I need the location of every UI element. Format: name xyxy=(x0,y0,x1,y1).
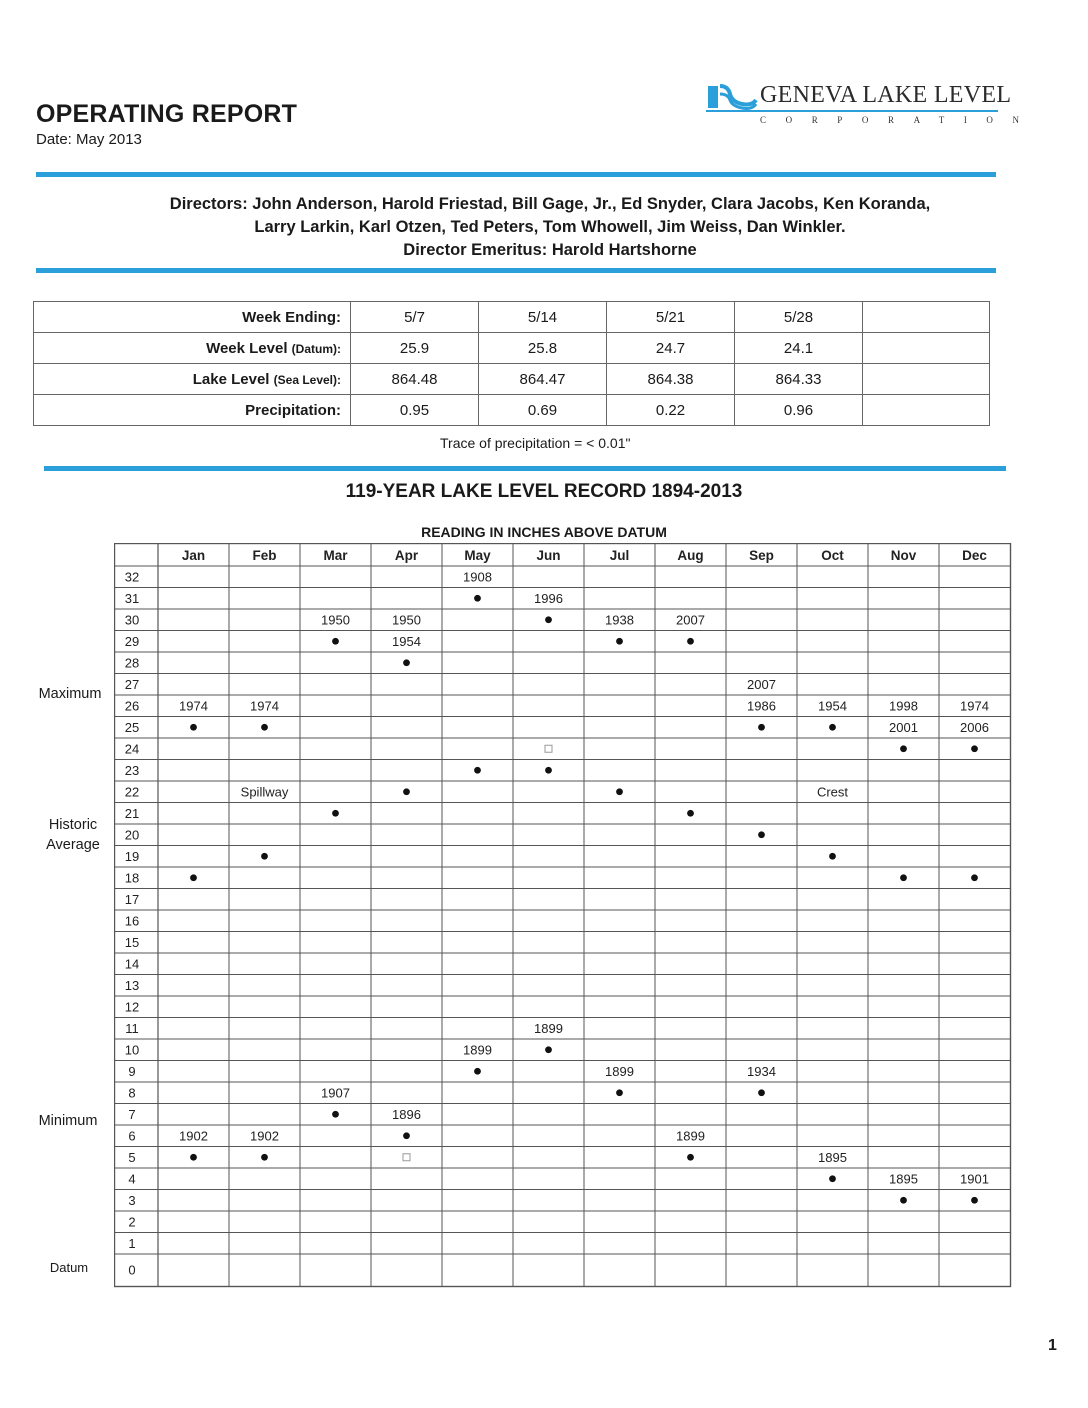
month-header: Dec xyxy=(962,548,987,563)
max-record-year: 2001 xyxy=(889,719,918,735)
max-record-dot xyxy=(616,638,623,645)
level-label: 9 xyxy=(128,1063,136,1079)
month-header: Sep xyxy=(749,548,774,563)
row-label: Week Level (Datum): xyxy=(34,333,351,364)
max-record-dot xyxy=(332,638,339,645)
max-record-dot xyxy=(758,724,765,731)
row-label: Week Ending: xyxy=(34,302,351,333)
min-record-dot xyxy=(758,1089,765,1096)
min-record-year: 1902 xyxy=(179,1128,208,1144)
max-record-year: 1950 xyxy=(392,612,421,628)
page-number: 1 xyxy=(1048,1337,1057,1354)
max-record-year: 1974 xyxy=(250,698,279,714)
level-label: 3 xyxy=(128,1192,136,1208)
logo-subtitle: CORPORATION xyxy=(760,115,1039,125)
level-label: 13 xyxy=(124,977,140,993)
max-record-year: 1954 xyxy=(392,633,421,649)
level-label: 21 xyxy=(124,805,140,821)
label-historic-average: Historic Average xyxy=(46,817,100,853)
directors-block xyxy=(120,193,980,262)
month-header: Jun xyxy=(536,548,561,563)
max-record-year: 1986 xyxy=(747,698,776,714)
level-label: 15 xyxy=(124,934,140,950)
min-record-dot xyxy=(261,1154,268,1161)
historic-average-dot xyxy=(545,767,552,774)
report-title: OPERATING REPORT xyxy=(36,100,298,128)
historic-average-dot xyxy=(261,853,268,860)
directors-line-1: Directors: John Anderson, Harold Friestad, Bill Gage, Jr., Ed Snyder, Clara Jacobs, Ken Koranda, xyxy=(169,195,931,213)
max-record-dot xyxy=(474,595,481,602)
table-cell: 864.48 xyxy=(351,364,479,395)
min-record-year: 1899 xyxy=(676,1128,705,1144)
level-label: 22 xyxy=(124,784,140,800)
max-record-dot xyxy=(971,745,978,752)
historic-average-dot xyxy=(474,767,481,774)
level-label: 25 xyxy=(124,719,140,735)
max-record-year: 1908 xyxy=(463,569,492,585)
month-header: Nov xyxy=(890,548,917,563)
min-record-year: 1934 xyxy=(747,1063,776,1079)
historic-average-dot xyxy=(616,788,623,795)
month-header: May xyxy=(464,548,491,563)
table-row xyxy=(34,333,990,364)
historic-average-dot xyxy=(687,810,694,817)
month-header: Jul xyxy=(609,548,630,563)
trace-note: Trace of precipitation = < 0.01" xyxy=(440,435,631,451)
directors-line-3: Director Emeritus: Harold Hartshorne xyxy=(403,241,697,259)
month-header: Aug xyxy=(677,548,704,563)
max-record-year: 1950 xyxy=(321,612,350,628)
level-label: 10 xyxy=(124,1042,140,1058)
table-row xyxy=(34,302,990,333)
month-header: Oct xyxy=(821,548,844,563)
record-title: 119-YEAR LAKE LEVEL RECORD 1894-2013 xyxy=(345,481,743,502)
table-cell: 0.96 xyxy=(735,395,863,426)
table-row xyxy=(34,395,990,426)
level-label: 6 xyxy=(128,1128,136,1144)
divider-bottom xyxy=(44,466,1006,471)
min-record-dot xyxy=(332,1111,339,1118)
min-record-dot xyxy=(474,1068,481,1075)
level-label: 1 xyxy=(128,1235,136,1251)
level-label: 17 xyxy=(124,891,140,907)
min-record-year: 1895 xyxy=(889,1171,918,1187)
max-record-dot xyxy=(687,638,694,645)
min-record-year: 1901 xyxy=(960,1171,989,1187)
month-header: Apr xyxy=(394,548,419,563)
max-record-year: 1954 xyxy=(818,698,847,714)
min-record-year: 1902 xyxy=(250,1128,279,1144)
table-cell: 0.69 xyxy=(479,395,607,426)
table-cell xyxy=(863,395,990,426)
historic-average-dot xyxy=(900,874,907,881)
max-record-year: 2007 xyxy=(747,676,776,692)
logo-name: GENEVA LAKE LEVEL xyxy=(760,82,1012,108)
min-record-dot xyxy=(687,1154,694,1161)
min-record-year: 1899 xyxy=(605,1063,634,1079)
table-cell xyxy=(863,333,990,364)
month-header: Jan xyxy=(181,548,206,563)
historic-average-dot xyxy=(403,788,410,795)
level-label: 0 xyxy=(128,1262,136,1278)
max-record-year: 1974 xyxy=(179,698,208,714)
max-record-dot xyxy=(829,724,836,731)
table-cell: 864.33 xyxy=(735,364,863,395)
crest-label: Crest xyxy=(816,784,849,800)
table-cell: 5/14 xyxy=(479,302,607,333)
level-label: 24 xyxy=(124,741,140,757)
max-record-year: 1998 xyxy=(889,698,918,714)
historic-average-dot xyxy=(971,874,978,881)
min-record-dot xyxy=(545,1046,552,1053)
min-record-year: 1896 xyxy=(392,1106,421,1122)
level-label: 8 xyxy=(128,1085,136,1101)
table-cell: 864.47 xyxy=(479,364,607,395)
lake-level-record-grid xyxy=(114,543,1014,1295)
level-label: 16 xyxy=(124,913,140,929)
table-cell: 25.8 xyxy=(479,333,607,364)
table-cell xyxy=(863,364,990,395)
min-record-dot xyxy=(190,1154,197,1161)
max-record-year: 1974 xyxy=(960,698,989,714)
level-label: 19 xyxy=(124,848,140,864)
historic-average-dot xyxy=(758,831,765,838)
level-label: 4 xyxy=(128,1171,136,1187)
spillway-label: Spillway xyxy=(240,784,289,800)
level-label: 14 xyxy=(124,956,140,972)
divider-middle xyxy=(36,268,996,273)
min-record-year: 1899 xyxy=(534,1020,563,1036)
table-cell: 5/21 xyxy=(607,302,735,333)
month-header: Mar xyxy=(323,548,348,563)
label-maximum: Maximum xyxy=(38,686,102,702)
min-record-year: 1895 xyxy=(818,1149,847,1165)
max-record-dot xyxy=(545,616,552,623)
min-record-dot xyxy=(829,1175,836,1182)
historic-average-dot xyxy=(829,853,836,860)
level-label: 29 xyxy=(124,633,140,649)
table-cell: 0.95 xyxy=(351,395,479,426)
directors-line-2: Larry Larkin, Karl Otzen, Ted Peters, Tom Whowell, Jim Weiss, Dan Winkler. xyxy=(254,218,846,236)
max-record-year: 1938 xyxy=(605,612,634,628)
level-label: 11 xyxy=(125,1020,139,1036)
grid-border xyxy=(115,544,1011,1287)
max-record-dot xyxy=(900,745,907,752)
table-cell: 864.38 xyxy=(607,364,735,395)
level-label: 23 xyxy=(124,762,140,778)
current-level-marker xyxy=(403,1154,410,1161)
record-subtitle: READING IN INCHES ABOVE DATUM xyxy=(421,524,667,540)
current-level-marker xyxy=(545,745,552,752)
weekly-table xyxy=(33,301,990,426)
table-cell: 25.9 xyxy=(351,333,479,364)
label-minimum: Minimum xyxy=(38,1113,98,1129)
row-label: Precipitation: xyxy=(34,395,351,426)
min-record-year: 1899 xyxy=(463,1042,492,1058)
historic-average-dot xyxy=(190,874,197,881)
max-record-dot xyxy=(190,724,197,731)
level-label: 20 xyxy=(124,827,140,843)
level-label: 12 xyxy=(124,999,140,1015)
level-label: 31 xyxy=(124,590,140,606)
max-record-year: 1996 xyxy=(534,590,563,606)
level-label: 32 xyxy=(124,569,140,585)
table-cell: 0.22 xyxy=(607,395,735,426)
max-record-year: 2007 xyxy=(676,612,705,628)
level-label: 30 xyxy=(124,612,140,628)
table-cell: 24.1 xyxy=(735,333,863,364)
level-label: 18 xyxy=(124,870,140,886)
table-cell xyxy=(863,302,990,333)
logo-underline xyxy=(706,110,998,112)
row-label: Lake Level (Sea Level): xyxy=(34,364,351,395)
level-label: 28 xyxy=(124,655,140,671)
max-record-dot xyxy=(261,724,268,731)
report-date: Date: May 2013 xyxy=(36,131,142,148)
month-header: Feb xyxy=(252,548,277,563)
level-label: 27 xyxy=(124,676,140,692)
table-row xyxy=(34,364,990,395)
min-record-dot xyxy=(403,1132,410,1139)
min-record-dot xyxy=(971,1197,978,1204)
level-label: 26 xyxy=(124,698,140,714)
historic-average-dot xyxy=(332,810,339,817)
divider-top xyxy=(36,172,996,177)
min-record-year: 1907 xyxy=(321,1085,350,1101)
min-record-dot xyxy=(616,1089,623,1096)
level-label: 2 xyxy=(128,1214,136,1230)
wave-logo-icon xyxy=(706,84,758,110)
table-cell: 5/28 xyxy=(735,302,863,333)
level-label: 5 xyxy=(128,1149,136,1165)
max-record-year: 2006 xyxy=(960,719,989,735)
table-cell: 5/7 xyxy=(351,302,479,333)
label-datum: Datum xyxy=(49,1260,89,1275)
table-cell: 24.7 xyxy=(607,333,735,364)
max-record-dot xyxy=(403,659,410,666)
level-label: 7 xyxy=(128,1106,136,1122)
min-record-dot xyxy=(900,1197,907,1204)
